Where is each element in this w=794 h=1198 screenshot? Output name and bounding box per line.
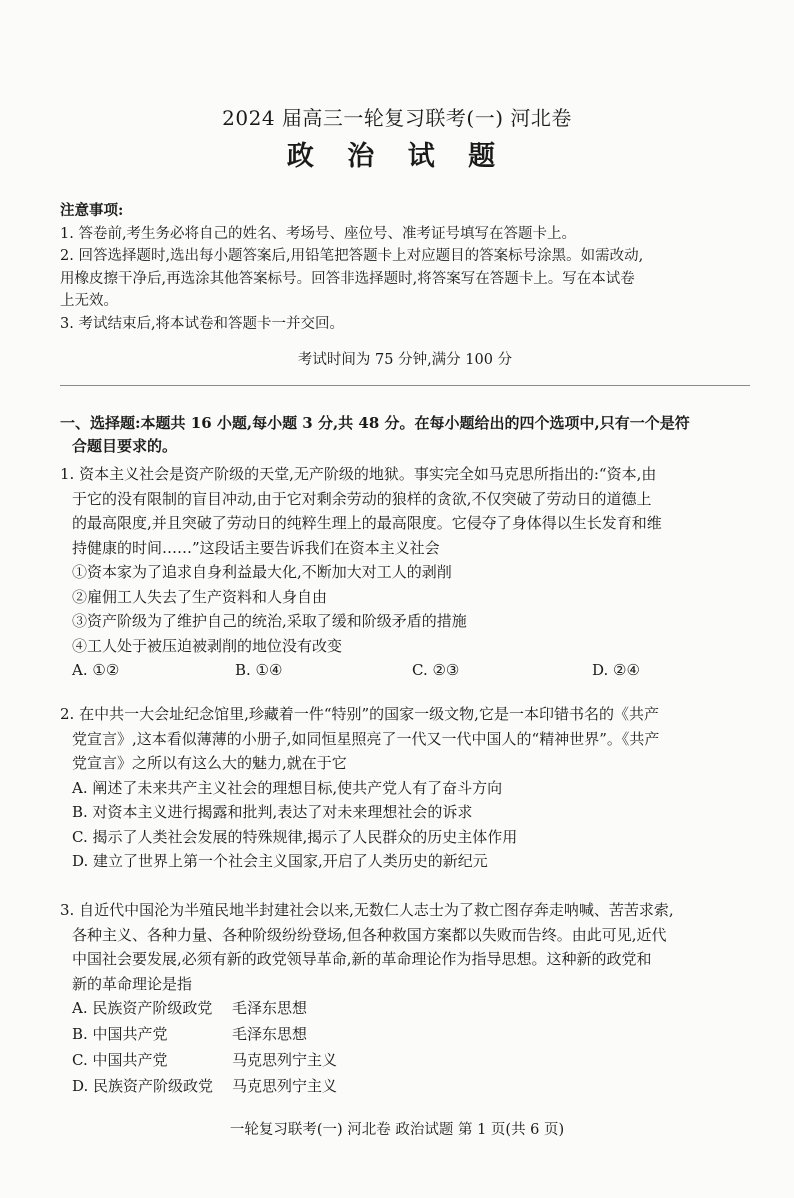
option-b [60,1022,750,1048]
question-stem-line: 党宣言》,这本看似薄薄的小册子,如同恒星照亮了一代又一代中国人的“精神世界”。《共产 [72,729,660,748]
option-c: C. ②③ [412,661,460,679]
question-3 [60,898,750,1100]
option-c: C. 揭示了人类社会发展的特殊规律,揭示了人民群众的历史主体作用 [72,827,518,846]
question-stem-line: 中国社会要发展,必须有新的政党领导革命,新的革命理论作为指导思想。这种新的政党和 [72,950,652,968]
question-stem-line: 1. 资本主义社会是资产阶级的天堂,无产阶级的地狱。事实完全如马克思所指出的:“资本,由 [60,465,657,483]
notes-block [60,200,750,335]
options-row [60,658,750,684]
exam-time-info: 考试时间为 75 分钟,满分 100 分 [297,352,513,368]
note-line: 用橡皮擦干净后,再选涂其他答案标号。回答非选择题时,将答案写在答题卡上。写在本试卷 [60,270,635,287]
question-stem-line: 持健康的时间……”这段话主要告诉我们在资本主义社会 [72,538,440,557]
question-stem-line: 的最高限度,并且突破了劳动日的纯粹生理上的最高限度。它侵夺了身体得以生长发育和维 [72,514,662,532]
statement: ④工人处于被压迫被剥削的地位没有改变 [72,636,343,655]
statement: ②雇佣工人失去了生产资料和人身自由 [72,587,328,606]
page-footer: 一轮复习联考(一) 河北卷 政治试题 第 1 页(共 6 页) [229,1122,565,1138]
option-party: C. 中国共产党 [72,1051,168,1069]
question-stem-line: 于它的没有限制的盲目冲动,由于它对剩余劳动的狼样的贪欲,不仅突破了劳动日的道德上 [72,489,652,508]
note-line: 3. 考试结束后,将本试卷和答题卡一并交回。 [60,315,345,332]
option-theory: 马克思列宁主义 [232,1077,338,1095]
option-a [60,996,750,1022]
question-stem-line: 新的革命理论是指 [72,974,193,993]
statement: ③资产阶级为了维护自己的统治,采取了缓和阶级矛盾的措施 [72,612,467,630]
note-line: 2. 回答选择题时,选出每小题答案后,用铅笔把答题卡上对应题目的答案标号涂黑。如需改动, [60,248,644,264]
option-theory: 毛泽东思想 [232,999,308,1017]
note-line: 上无效。 [60,293,118,309]
option-b: B. ①④ [235,661,283,679]
option-a: A. ①② [72,661,120,679]
option-b: B. 对资本主义进行揭露和批判,表达了对未来理想社会的诉求 [72,803,473,821]
question-stem-line: 2. 在中共一大会址纪念馆里,珍藏着一件“特别”的国家一级文物,它是一本印错书名的《共产 [60,705,659,723]
option-party: B. 中国共产党 [72,1025,168,1043]
option-c [60,1048,750,1074]
section-line: 合题目要求的。 [72,437,178,455]
option-d [60,1074,750,1100]
question-stem-line: 各种主义、各种力量、各种阶级纷纷登场,但各种救国方案都以失败而告终。由此可见,近代 [72,925,667,944]
option-a: A. 阐述了未来共产主义社会的理想目标,使共产党人有了奋斗方向 [72,778,503,797]
note-line: 1. 答卷前,考生务必将自己的姓名、考场号、座位号、准考证号填写在答题卡上。 [60,225,577,242]
question-stem-line: 3. 自近代中国沦为半殖民地半封建社会以来,无数仁人志士为了救亡图存奔走呐喊、苦苦求索, [60,901,674,919]
option-d: D. ②④ [592,661,640,679]
statement: ①资本家为了追求自身利益最大化,不断加大对工人的剥削 [72,563,452,581]
option-theory: 毛泽东思想 [232,1025,308,1043]
option-d: D. 建立了世界上第一个社会主义国家,开启了人类历史的新纪元 [72,852,488,870]
section-heading [60,412,750,458]
option-theory: 马克思列宁主义 [232,1051,338,1069]
section-line: 一、选择题:本题共 16 小题,每小题 3 分,共 48 分。在每小题给出的四个选项中,只有一个是符 [60,414,690,432]
question-1 [60,462,750,684]
option-party: D. 民族资产阶级政党 [72,1077,214,1095]
question-stem-line: 党宣言》之所以有这么大的魅力,就在于它 [72,754,347,772]
question-2 [60,702,750,874]
exam-title: 2024 届高三一轮复习联考(一) 河北卷 [222,106,572,130]
divider [60,385,750,386]
subject-title: 政 治 试 题 [286,141,508,172]
notes-heading: 注意事项: [60,202,124,219]
option-party: A. 民族资产阶级政党 [72,999,213,1017]
